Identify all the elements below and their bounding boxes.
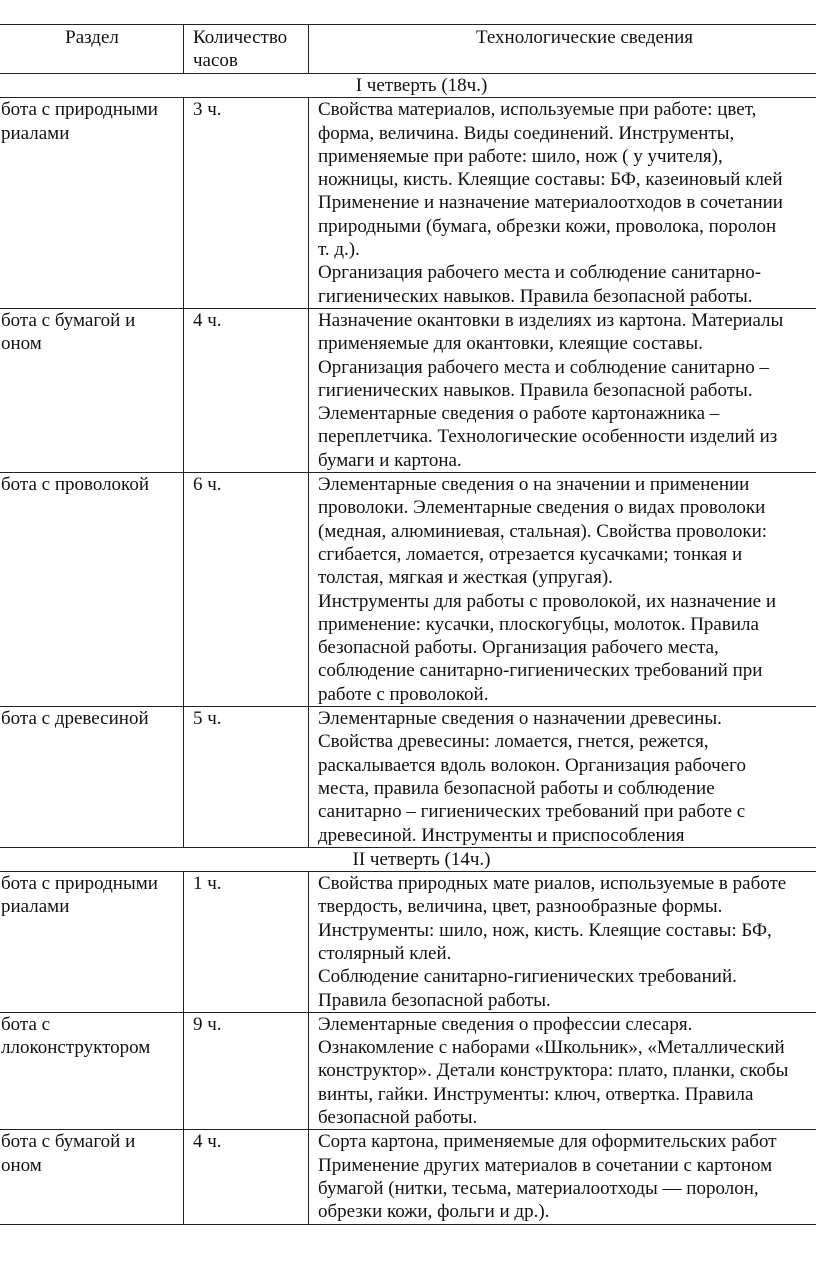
tech-line: Инструменты: шило, нож, кисть. Клеящие составы: БФ, [318,919,772,941]
tech-line: безопасной работы. [318,1107,478,1129]
tech-line: столярный клей. [318,942,452,964]
section-line: риалами [1,896,70,918]
tech-line: ножницы, кисть. Клеящие составы: БФ, казеиновый клей [318,169,783,191]
header-tech-label: Технологические сведения [475,27,694,48]
table-body [0,74,816,1225]
tech-line: Свойства древесины: ломается, гнется, режется, [318,731,709,753]
tech-line: применяемые при работе: шило, нож ( у учителя), [318,145,723,167]
section-cell [0,872,184,1013]
quarter-title: I четверть (18ч.) [0,74,816,98]
tech-line: безопасной работы. Организация рабочего места, [318,637,719,659]
tech-cell [309,1130,816,1224]
section-line: бота с бумагой и [1,309,136,331]
section-line: ллоконструктором [1,1037,151,1059]
tech-line: винты, гайки. Инструменты: ключ, отвертка. Правила [318,1083,754,1105]
hours-cell: 4 ч. [184,308,309,472]
header-section [0,25,184,74]
tech-line: Инструменты для работы с проволокой, их назначение и [318,590,777,612]
tech-line: толстая, мягкая и жесткая (упругая). [318,567,613,589]
tech-line: соблюдение санитарно-гигиенических требований при [318,660,763,682]
section-cell [0,1012,184,1129]
tech-line: сгибается, ломается, отрезается кусачками; тонкая и [318,543,743,565]
tech-line: проволоки. Элементарные сведения о видах проволоки [318,497,766,519]
tech-cell [309,1012,816,1129]
tech-line: Элементарные сведения о на значении и применении [318,474,750,496]
tech-line: раскалывается вдоль волокон. Организация рабочего [318,754,746,776]
curriculum-table [0,24,816,1225]
section-cell [0,308,184,472]
tech-line: Ознакомление с наборами «Школьник», «Металлический [318,1037,785,1059]
quarter-title: II четверть (14ч.) [0,847,816,871]
tech-line: бумаги и картона. [318,449,462,471]
section-cell [0,98,184,309]
header-hours [184,25,309,74]
tech-line: переплетчика. Технологические особенности изделий из [318,426,778,448]
tech-line: (медная, алюминиевая, стальная). Свойства проволоки: [318,520,768,542]
section-cell [0,707,184,848]
table-row [0,707,816,848]
quarter-row [0,74,816,98]
header-hours-line: часов [193,50,238,72]
table-row [0,308,816,472]
tech-line: форма, величина. Виды соединений. Инструменты, [318,122,735,144]
hours-cell: 1 ч. [184,872,309,1013]
header-hours-line: Количество [193,27,288,48]
table-row [0,473,816,707]
tech-cell [309,98,816,309]
tech-line: работе с проволокой. [318,683,489,705]
hours-cell: 9 ч. [184,1012,309,1129]
header-tech [309,25,816,74]
table-row [0,1012,816,1129]
tech-line: бумагой (нитки, тесьма, материалоотходы — поролон, [318,1177,759,1199]
section-line: бота с [1,1013,51,1035]
tech-line: Соблюдение санитарно-гигиенических требований. [318,966,737,988]
tech-line: Свойства материалов, используемые при работе: цвет, [318,99,757,121]
section-line: бота с природными [1,99,158,121]
tech-line: санитарно – гигиенических требований при работе с [318,801,746,823]
hours-cell: 6 ч. [184,473,309,707]
section-cell [0,473,184,707]
table-header-row [0,25,816,74]
section-line: бота с проволокой [1,474,149,496]
tech-line: Организация рабочего места и соблюдение санитарно – [318,356,769,378]
tech-line: природными (бумага, обрезки кожи, проволока, поролон [318,215,777,237]
tech-line: гигиенических навыков. Правила безопасной работы. [318,379,753,401]
section-line: оном [1,333,42,355]
tech-line: обрезки кожи, фольги и др.). [318,1201,550,1223]
tech-line: Элементарные сведения о назначении древесины. [318,708,722,730]
quarter-row [0,847,816,871]
tech-line: Элементарные сведения о работе картонажника – [318,403,720,425]
tech-cell [309,473,816,707]
tech-line: древесиной. Инструменты и приспособления [318,824,685,846]
hours-cell: 4 ч. [184,1130,309,1224]
section-line: бота с древесиной [1,708,149,730]
tech-line: Назначение окантовки в изделиях из картона. Материалы [318,309,784,331]
tech-line: Применение других материалов в сочетании с картоном [318,1154,773,1176]
tech-line: применяемые для окантовки, клеящие составы. [318,333,703,355]
header-section-label: Раздел [65,27,119,48]
section-cell [0,1130,184,1224]
table-row [0,98,816,309]
tech-cell [309,308,816,472]
hours-cell: 5 ч. [184,707,309,848]
tech-line: конструктор». Детали конструктора: плато, планки, скобы [318,1060,789,1082]
document-page [0,24,816,1225]
tech-line: Организация рабочего места и соблюдение санитарно- [318,262,762,284]
tech-line: Правила безопасной работы. [318,989,551,1011]
section-line: бота с бумагой и [1,1131,136,1153]
table-row [0,1130,816,1224]
tech-line: т. д.). [318,239,360,261]
tech-line: твердость, величина, цвет, разнообразные формы. [318,896,723,918]
tech-cell [309,872,816,1013]
tech-line: применение: кусачки, плоскогубцы, молоток. Правила [318,613,759,635]
tech-line: места, правила безопасной работы и соблюдение [318,777,715,799]
section-line: бота с природными [1,873,158,895]
tech-line: Сорта картона, применяемые для оформительских работ [318,1131,777,1153]
hours-cell: 3 ч. [184,98,309,309]
tech-line: Применение и назначение материалоотходов в сочетании [318,192,783,214]
tech-line: Свойства природных мате риалов, используемые в работе [318,873,787,895]
section-line: риалами [1,122,70,144]
tech-line: Элементарные сведения о профессии слесаря. [318,1013,693,1035]
table-row [0,872,816,1013]
tech-line: гигиенических навыков. Правила безопасной работы. [318,285,753,307]
section-line: оном [1,1154,42,1176]
tech-cell [309,707,816,848]
